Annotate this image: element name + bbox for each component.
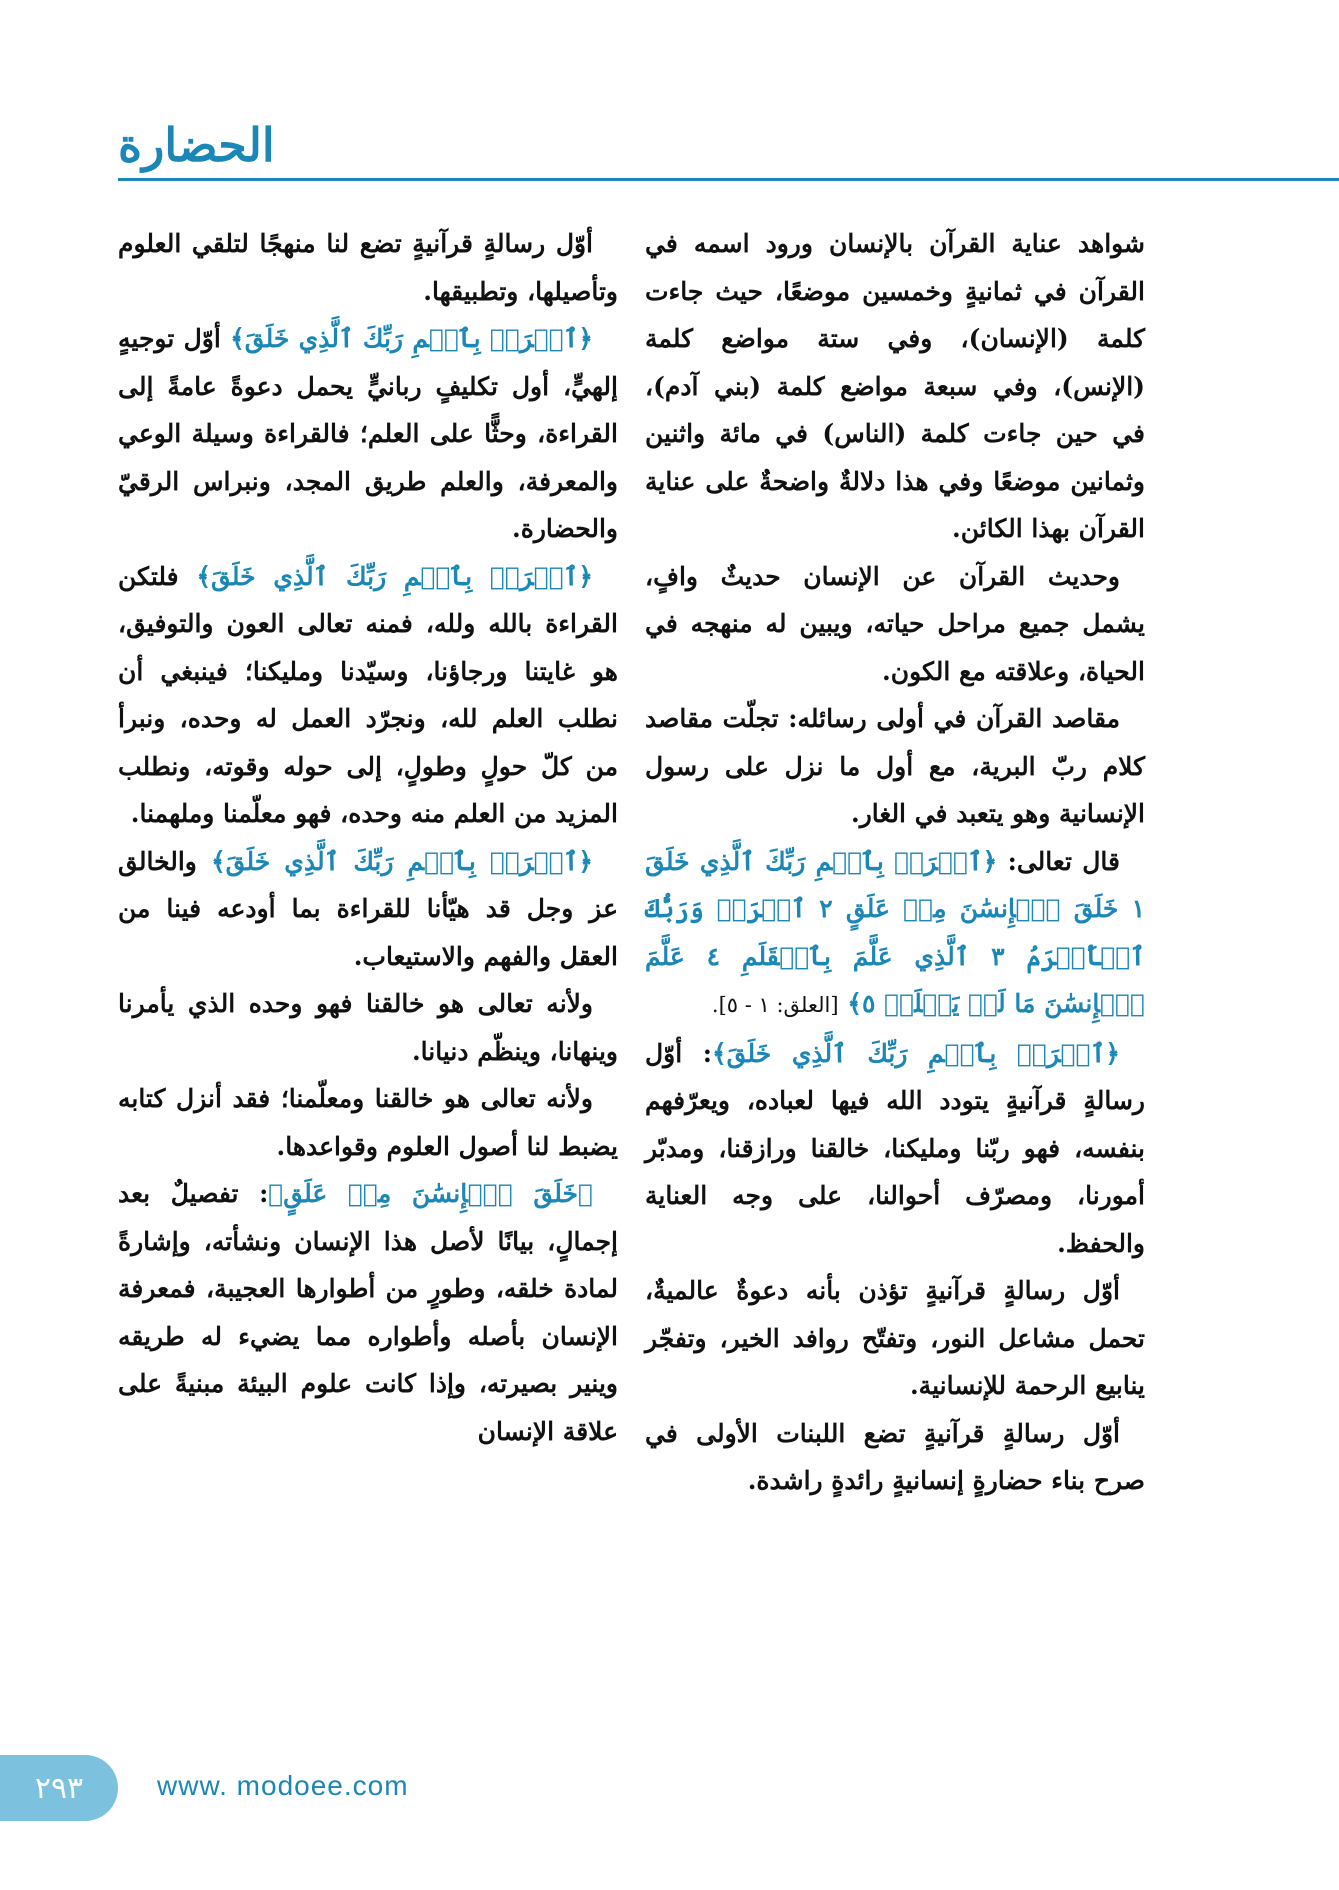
left-column (118, 220, 618, 1455)
header-rule (118, 178, 1339, 181)
paragraph: شواهد عناية القرآن بالإنسان ورود اسمه في القرآن في ثمانيةٍ وخمسين موضعًا، حيث جاءت كلمة (الإنسان)، وفي ستة مواضع كلمة (الإنس)، وفي سبعة مواضع كلمة (بني آدم)، في حين جاءت كلمة (الناس) في مائة واثنين وثمانين موضعًا وفي هذا دلالةٌ واضحةٌ على عناية القرآن بهذا الكائن. (645, 229, 1145, 543)
paragraph: وحديث القرآن عن الإنسان حديثٌ وافٍ، يشمل جميع مراحل حياته، ويبين له منهجه في الحياة، وعلاقته مع الكون. (645, 561, 1145, 686)
page-number-badge (0, 1755, 118, 1821)
paragraph-text: والخالق عز وجل قد هيّأنا للقراءة بما أودعه فينا من العقل والفهم والاستيعاب. (118, 846, 618, 971)
paragraph-with-verse (645, 1030, 1145, 1268)
quran-verse: ﴿ٱقۡرَأۡ بِٱسۡمِ رَبِّكَ ٱلَّذِي خَلَقَ ١ خَلَقَ ٱلۡإِنسَٰنَ مِنۡ عَلَقٍ ٢ ٱقۡرَأۡ وَرَبُّكَ ٱلۡأَكۡرَمُ ٣ ٱلَّذِي عَلَّمَ بِٱلۡقَلَمِ ٤ عَلَّمَ ٱلۡإِنسَٰنَ مَا لَمۡ يَعۡلَمۡ ٥﴾ (645, 846, 1146, 1018)
paragraph-with-verse (118, 553, 618, 838)
paragraph: أوّل رسالةٍ قرآنيةٍ تضع لنا منهجًا لتلقي العلوم وتأصيلها، وتطبيقها. (118, 229, 618, 306)
paragraph: ولأنه تعالى هو خالقنا فهو وحده الذي يأمرنا وينهانا، وينظّم دنيانا. (118, 989, 618, 1066)
paragraph-text: : تفصيلٌ بعد إجمالٍ، بيانًا لأصل هذا الإنسان ونشأته، وإشارةً لمادة خلقه، وطورٍ من أطوارها العجيبة، فمعرفة الإنسان بأصله وأطواره مما يضيء له طريقه وينير بصيرته، وإذا كانت علوم البيئة مبنيةً على علاقة الإنسان (118, 1179, 618, 1446)
paragraph-text: أوّل توجيهٍ إلهيٍّ، أول تكليفٍ ربانيٍّ يحمل دعوةً عامةً إلى القراءة، وحثًّا على العلم؛ فالقراءة وسيلة الوعي والمعرفة، والعلم طريق المجد، ونبراس الرقيّ والحضارة. (118, 324, 619, 543)
paragraph-with-verse (118, 838, 618, 981)
quran-verse: ﴿ٱقۡرَأۡ بِٱسۡمِ رَبِّكَ ٱلَّذِي خَلَقَ﴾ (230, 324, 593, 353)
paragraph: مقاصد القرآن في أولى رسائله: تجلّت مقاصد كلام ربّ البرية، مع أول ما نزل على رسول الإنسانية وهو يتعبد في الغار. (645, 704, 1145, 828)
paragraph-with-verse (645, 838, 1145, 1030)
quran-verse: ﴿ٱقۡرَأۡ بِٱسۡمِ رَبِّكَ ٱلَّذِي خَلَقَ﴾ (712, 1038, 1120, 1068)
quran-verse: ﴿ٱقۡرَأۡ بِٱسۡمِ رَبِّكَ ٱلَّذِي خَلَقَ﴾ (196, 561, 593, 591)
quran-verse: ﴿خَلَقَ ٱلۡإِنسَٰنَ مِنۡ عَلَقٍ﴾ (268, 1179, 593, 1208)
quran-verse: ﴿ٱقۡرَأۡ بِٱسۡمِ رَبِّكَ ٱلَّذِي خَلَقَ﴾ (210, 846, 594, 876)
paragraph: أوّل رسالةٍ قرآنيةٍ تضع اللبنات الأولى في صرح بناء حضارةٍ إنسانيةٍ رائدةٍ راشدة. (645, 1418, 1145, 1495)
running-header-title: الحضارة (118, 118, 275, 172)
paragraph-text: : أوّل رسالةٍ قرآنيةٍ يتودد الله فيها لعباده، ويعرّفهم بنفسه، فهو ربّنا ومليكنا، خالقنا ورازقنا، ومدبّر أمورنا، ومصرّف أحوالنا، على وجه العناية والحفظ. (645, 1038, 1145, 1258)
footer-url: www. modoee.com (157, 1770, 409, 1801)
paragraph: أوّل رسالةٍ قرآنيةٍ تؤذن بأنه دعوةٌ عالميةٌ، تحمل مشاعل النور، وتفتّح روافد الخير، وتفجّر ينابيع الرحمة للإنسانية. (645, 1276, 1145, 1400)
paragraph-with-verse (118, 1170, 618, 1455)
page-number: ٢٩٣ (34, 1770, 84, 1806)
verse-reference: [العلق: ١ - ٥]. (711, 993, 839, 1017)
right-column (645, 220, 1145, 1505)
paragraph-lead: قال تعالى: (997, 846, 1120, 876)
paragraph: ولأنه تعالى هو خالقنا ومعلّمنا؛ فقد أنزل كتابه يضبط لنا أصول العلوم وقواعدها. (118, 1084, 618, 1161)
paragraph-with-verse (118, 315, 618, 553)
paragraph-text: فلتكن القراءة بالله ولله، فمنه تعالى العون والتوفيق، هو غايتنا ورجاؤنا، وسيّدنا ومليكنا؛ فينبغي أن نطلب العلم لله، ونجرّد العمل له وحده، ونبرأ من كلّ حولٍ وطولٍ، إلى حوله وقوته، ونطلب المزيد من العلم منه وحده، فهو معلّمنا وملهمنا. (118, 561, 618, 828)
